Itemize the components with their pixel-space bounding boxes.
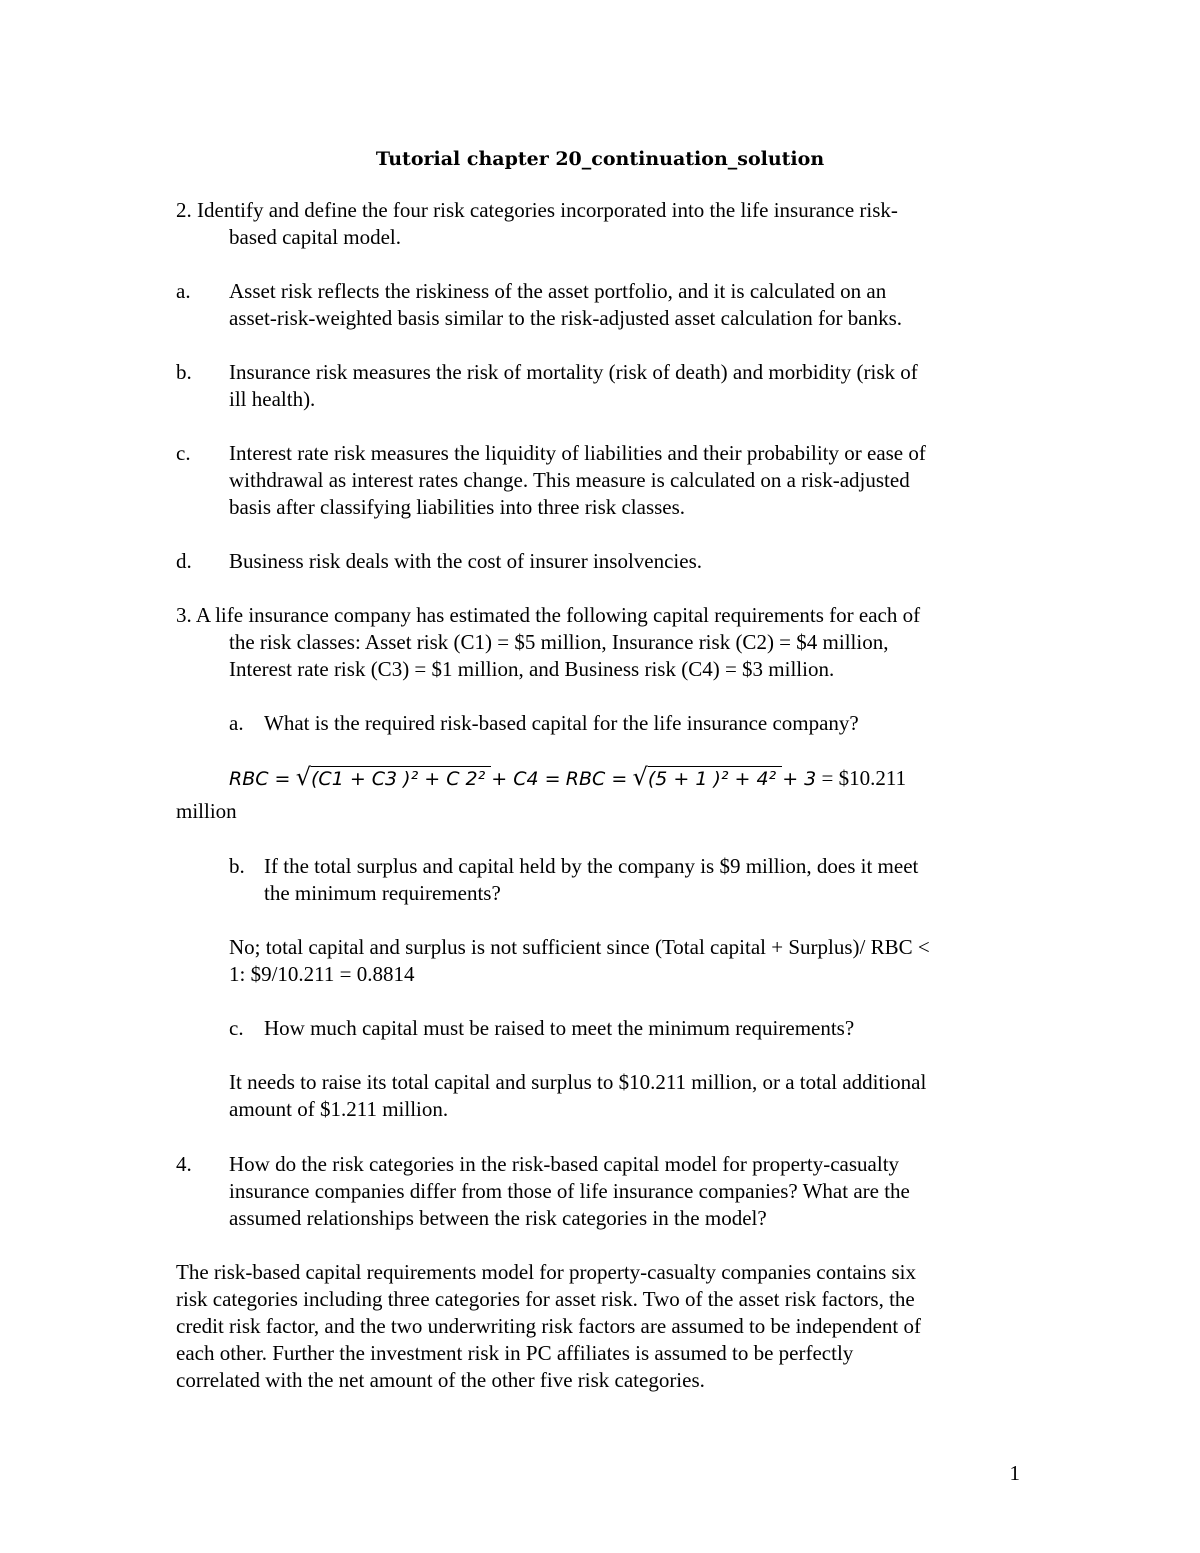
q4-line1: How do the risk categories in the risk-based capital model for property-casualty: [229, 1152, 900, 1176]
rbc-formula: [229, 764, 906, 794]
q4-answer-line5: correlated with the net amount of the other five risk categories.: [176, 1368, 705, 1392]
page-title: Tutorial chapter 20_continuation_solution: [375, 148, 825, 170]
formula-unit: million: [176, 799, 237, 823]
sqrt-sign-1: √: [295, 763, 312, 791]
q2-item-b-line2: ill health).: [229, 387, 316, 411]
formula-radicand-1: (C1 + C3 )² + C 2²: [311, 768, 492, 790]
formula-plus-1: + C4 =: [491, 768, 561, 790]
q2-item-b-label: b.: [176, 360, 192, 384]
q4-answer-line1: The risk-based capital requirements model for property-casualty companies contains six: [176, 1260, 917, 1284]
q3-b-answer-line1: No; total capital and surplus is not sufficient since (Total capital + Surplus)/ RBC <: [229, 935, 930, 959]
q4-answer-line3: credit risk factor, and the two underwriting risk factors are assumed to be independent of: [176, 1314, 921, 1338]
formula-lhs-2: RBC =: [565, 768, 628, 790]
formula-lhs-1: RBC =: [229, 768, 291, 790]
formula-plus-2: + 3: [782, 768, 817, 790]
q2-item-b-line1: Insurance risk measures the risk of mortality (risk of death) and morbidity (risk of: [229, 360, 918, 384]
q4-label: 4.: [176, 1152, 192, 1176]
q3-a-label: a.: [229, 711, 244, 735]
q2-question-line2: based capital model.: [229, 225, 402, 249]
q3-c-answer-line2: amount of $1.211 million.: [229, 1097, 449, 1121]
q3-c-answer-line1: It needs to raise its total capital and surplus to $10.211 million, or a total additional: [229, 1070, 927, 1094]
formula-radicand-2: (5 + 1 )² + 4²: [647, 768, 783, 790]
q3-b-answer-line2: 1: $9/10.211 = 0.8814: [229, 962, 415, 986]
q2-item-a-line1: Asset risk reflects the riskiness of the asset portfolio, and it is calculated on an: [229, 279, 887, 303]
q3-c-label: c.: [229, 1016, 244, 1040]
q3-c-question: How much capital must be raised to meet the minimum requirements?: [264, 1016, 855, 1040]
q4-answer-line4: each other. Further the investment risk in PC affiliates is assumed to be perfectly: [176, 1341, 854, 1365]
q3-b-label: b.: [229, 854, 245, 878]
q2-item-a-label: a.: [176, 279, 191, 303]
q3-b-line2: the minimum requirements?: [264, 881, 501, 905]
q2-item-a-line2: asset-risk-weighted basis similar to the risk-adjusted asset calculation for banks.: [229, 306, 902, 330]
sqrt-sign-2: √: [632, 763, 648, 791]
q3-b-line1: If the total surplus and capital held by the company is $9 million, does it meet: [264, 854, 919, 878]
q3-line3: Interest rate risk (C3) = $1 million, and Business risk (C4) = $3 million.: [229, 657, 835, 681]
q2-item-d-line1: Business risk deals with the cost of insurer insolvencies.: [229, 549, 703, 573]
q3-line2: the risk classes: Asset risk (C1) = $5 million, Insurance risk (C2) = $4 million,: [229, 630, 889, 654]
page-number: 1: [1009, 1461, 1020, 1485]
q4-answer-line2: risk categories including three categories for asset risk. Two of the asset risk factors, the: [176, 1287, 915, 1311]
q2-question-line1: 2. Identify and define the four risk categories incorporated into the life insurance risk-: [176, 198, 898, 222]
q3-a-question: What is the required risk-based capital for the life insurance company?: [264, 711, 859, 735]
q2-item-c-line1: Interest rate risk measures the liquidity of liabilities and their probability or ease of: [229, 441, 926, 465]
q2-item-c-line3: basis after classifying liabilities into three risk classes.: [229, 495, 686, 519]
q4-line2: insurance companies differ from those of life insurance companies? What are the: [229, 1179, 910, 1203]
q2-item-d-label: d.: [176, 549, 192, 573]
q2-item-c-line2: withdrawal as interest rates change. This measure is calculated on a risk-adjusted: [229, 468, 910, 492]
q2-item-c-label: c.: [176, 441, 191, 465]
formula-result: = $10.211: [821, 766, 907, 790]
q4-line3: assumed relationships between the risk categories in the model?: [229, 1206, 767, 1230]
q3-line1: 3. A life insurance company has estimated the following capital requirements for each of: [176, 603, 921, 627]
